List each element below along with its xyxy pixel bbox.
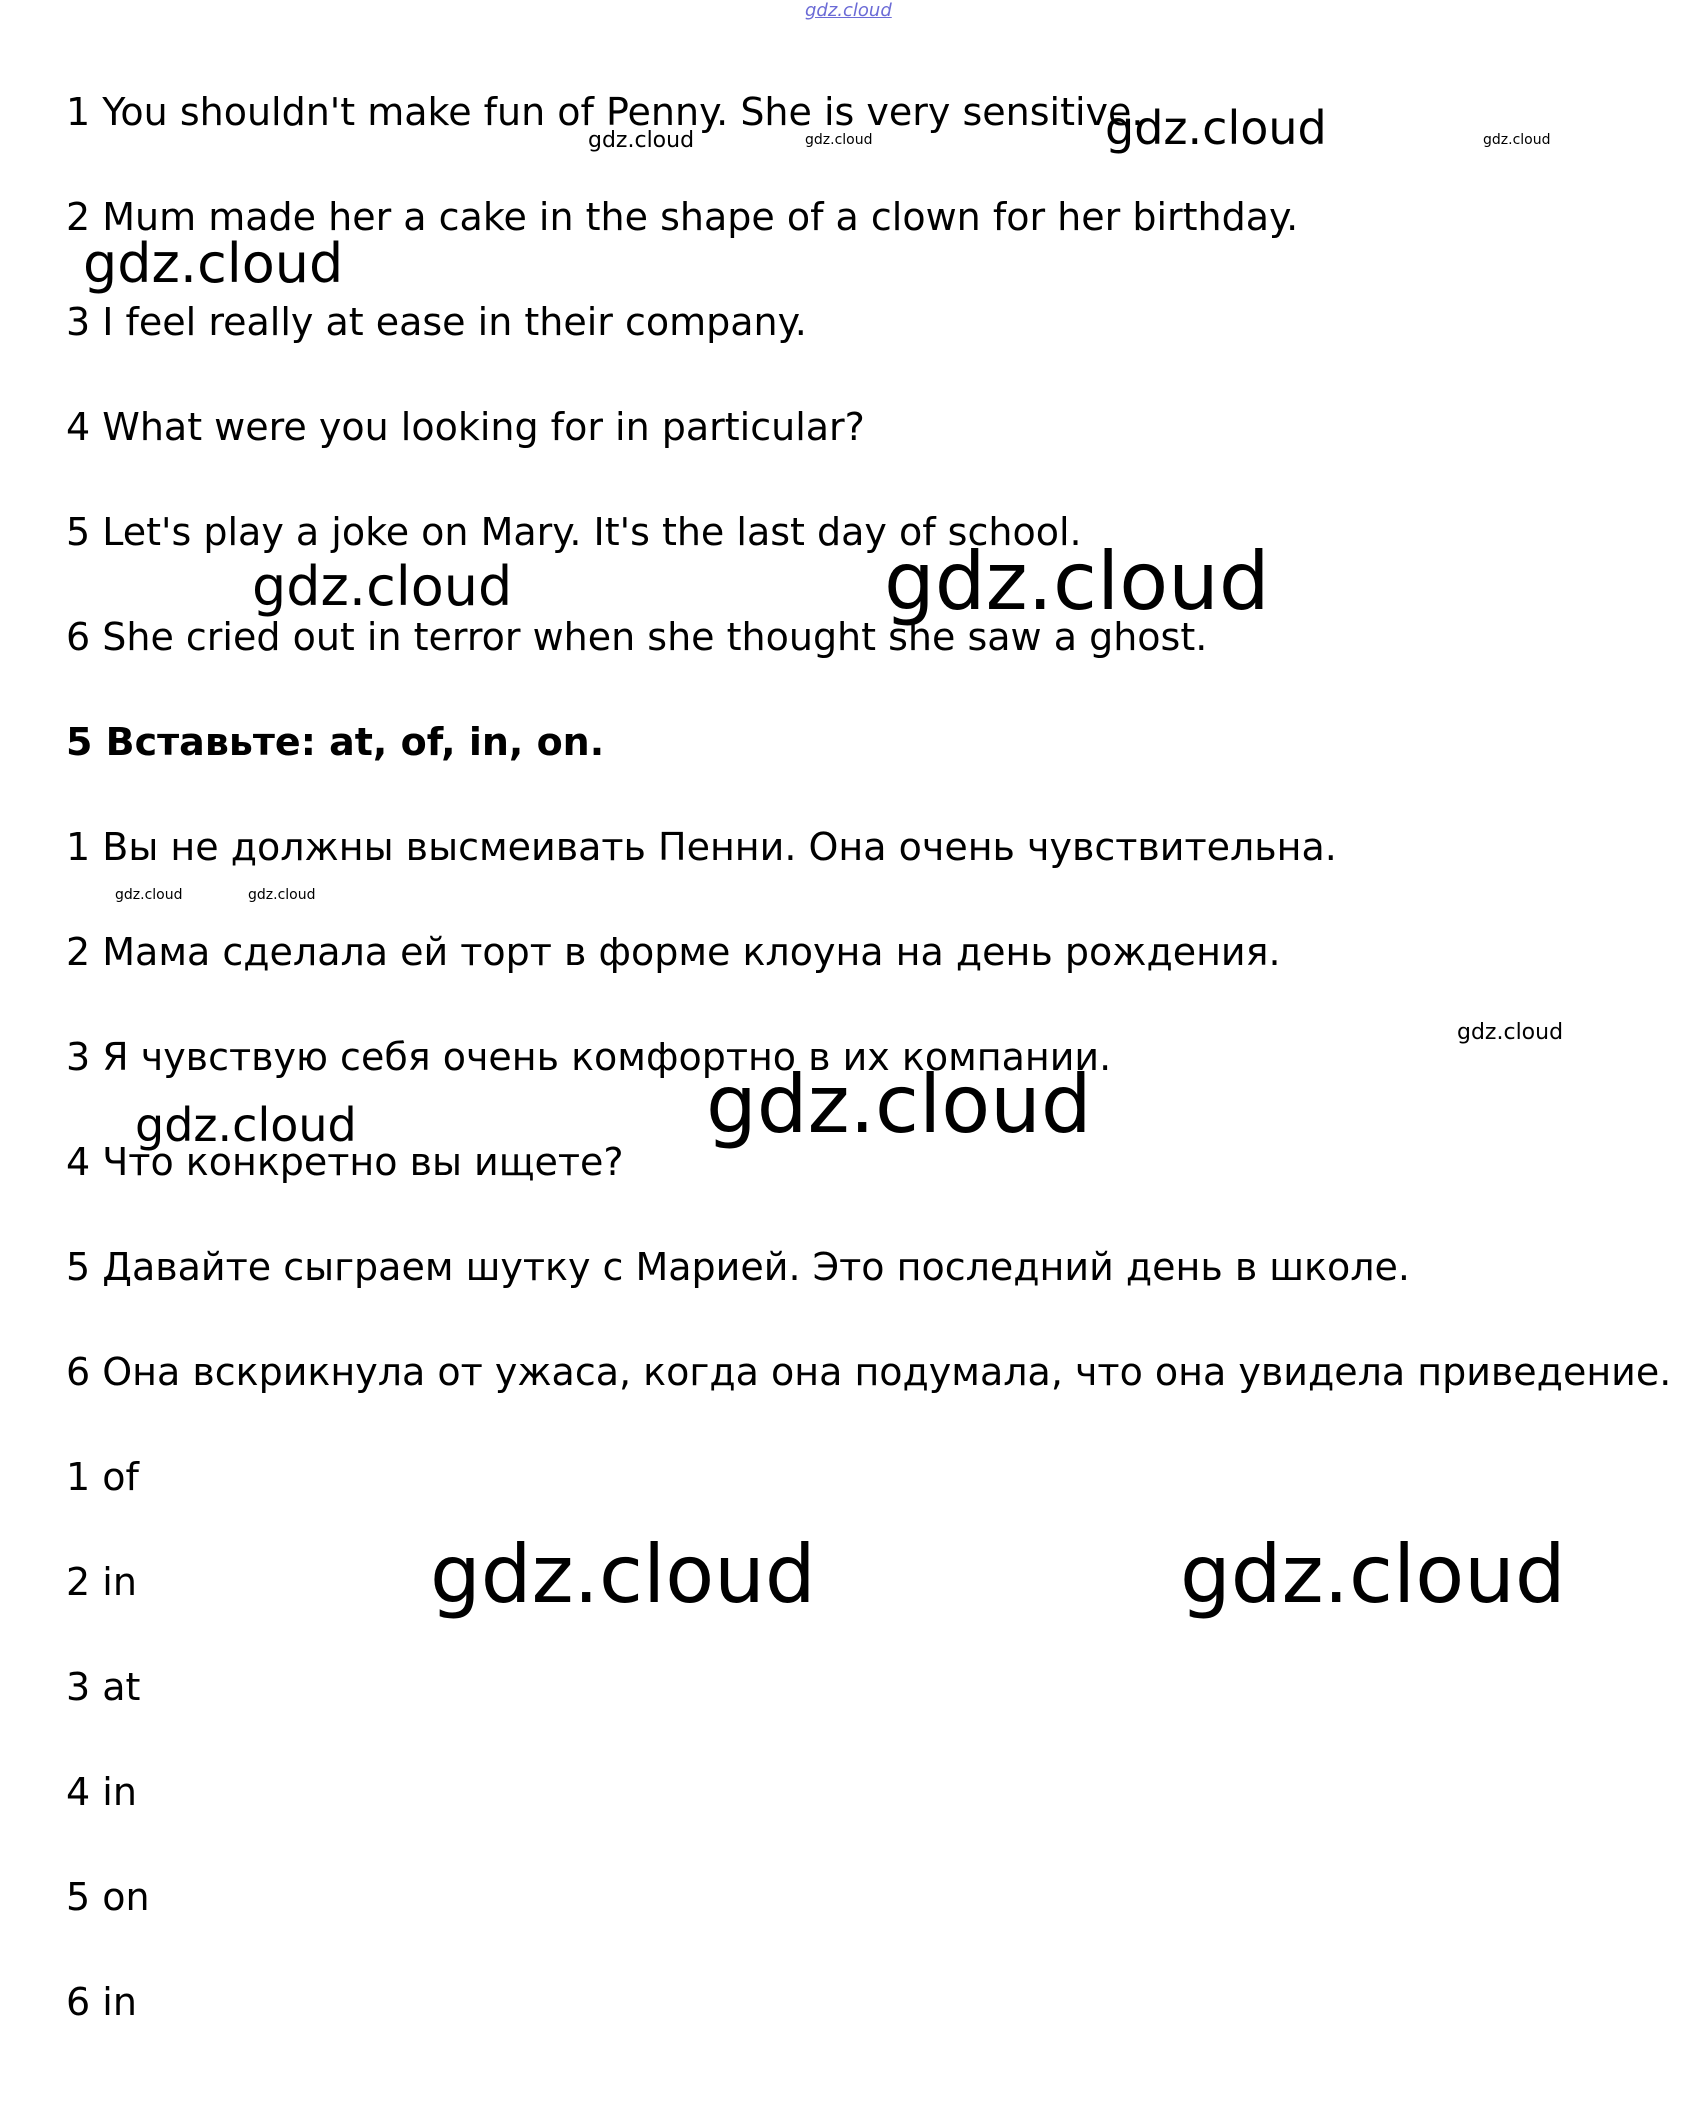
english-sentence-3: 3 I feel really at ease in their company. [66, 300, 807, 344]
answer-1: 1 of [66, 1455, 139, 1499]
watermark: gdz.cloud [83, 232, 344, 295]
watermark: gdz.cloud [706, 1058, 1092, 1151]
task-heading: 5 Вставьте: at, of, in, on. [66, 720, 605, 764]
english-sentence-2: 2 Mum made her a cake in the shape of a clown for her birthday. [66, 195, 1299, 239]
watermark: gdz.cloud [430, 1528, 816, 1621]
russian-sentence-5: 5 Давайте сыграем шутку с Марией. Это последний день в школе. [66, 1245, 1411, 1289]
russian-sentence-4: 4 Что конкретно вы ищете? [66, 1140, 624, 1184]
watermark: gdz.cloud [135, 1098, 357, 1152]
watermark: gdz.cloud [1457, 1020, 1564, 1045]
watermark: gdz.cloud [115, 887, 183, 903]
watermark: gdz.cloud [588, 128, 695, 153]
watermark: gdz.cloud [805, 132, 873, 148]
russian-sentence-2: 2 Мама сделала ей торт в форме клоуна на день рождения. [66, 930, 1281, 974]
english-sentence-4: 4 What were you looking for in particular? [66, 405, 865, 449]
watermark: gdz.cloud [1483, 132, 1551, 148]
watermark: gdz.cloud [248, 887, 316, 903]
watermark: gdz.cloud [884, 535, 1270, 628]
russian-sentence-1: 1 Вы не должны высмеивать Пенни. Она очень чувствительна. [66, 825, 1337, 869]
russian-sentence-6: 6 Она вскрикнула от ужаса, когда она подумала, что она увидела приведение. [66, 1350, 1672, 1394]
english-sentence-6: 6 She cried out in terror when she thought she saw a ghost. [66, 615, 1208, 659]
top-watermark: gdz.cloud [805, 0, 892, 21]
answer-3: 3 at [66, 1665, 141, 1709]
russian-sentence-3: 3 Я чувствую себя очень комфортно в их компании. [66, 1035, 1112, 1079]
watermark: gdz.cloud [1180, 1528, 1566, 1621]
answer-5: 5 on [66, 1875, 150, 1919]
answer-2: 2 in [66, 1560, 137, 1604]
answer-4: 4 in [66, 1770, 137, 1814]
english-sentence-5: 5 Let's play a joke on Mary. It's the last day of school. [66, 510, 1082, 554]
answer-6: 6 in [66, 1980, 137, 2024]
watermark: gdz.cloud [1105, 101, 1327, 155]
english-sentence-1: 1 You shouldn't make fun of Penny. She is very sensitive. [66, 90, 1144, 134]
watermark: gdz.cloud [252, 555, 513, 618]
